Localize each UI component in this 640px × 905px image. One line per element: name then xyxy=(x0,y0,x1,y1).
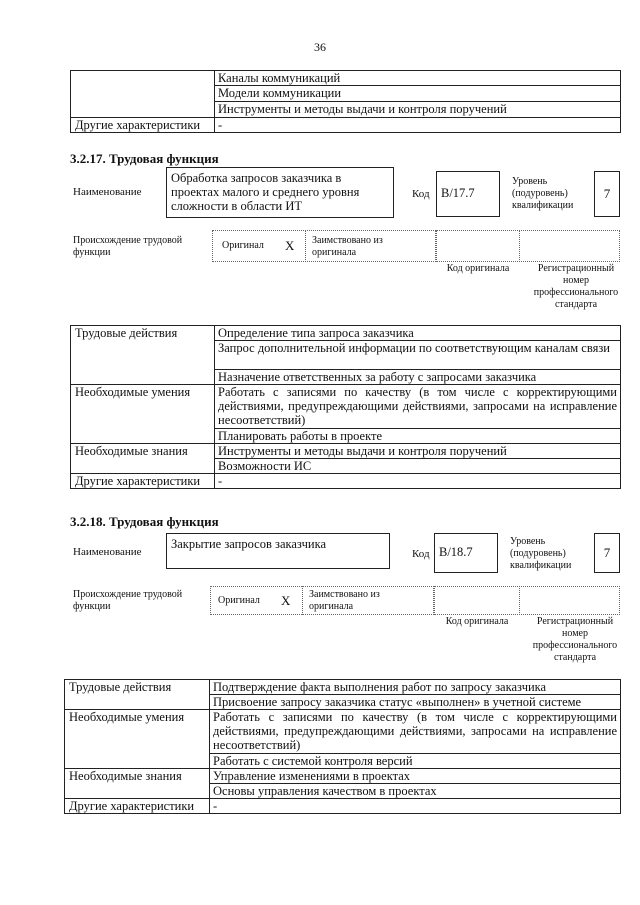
table-value-cell: Работать с записями по качеству (в том числе с корректирующими действиями, предупреждающими действиями, запросами на исправление несоответствий) xyxy=(215,385,621,429)
origin-label: Происхождение трудовой функции xyxy=(73,589,183,612)
table-label-cell xyxy=(71,71,215,118)
table-value-cell: Присвоение запросу заказчика статус «выполнен» в учетной системе xyxy=(210,695,621,710)
reg-number-label: Регистрационный номер профессионального стандарта xyxy=(532,616,618,663)
table-value-cell: Инструменты и методы выдачи и контроля поручений xyxy=(215,444,621,459)
level-label: Уровень (подуровень) квалификации xyxy=(510,536,572,571)
name-value-box xyxy=(166,533,390,569)
name-label: Наименование xyxy=(73,186,142,198)
table-value-cell: - xyxy=(210,799,621,814)
top-table xyxy=(70,70,621,133)
level-value: 7 xyxy=(603,186,611,201)
section-title: 3.2.18. Трудовая функция xyxy=(70,514,219,529)
table-label-cell: Необходимые знания xyxy=(65,769,210,799)
origin-label: Происхождение трудовой функции xyxy=(73,235,183,258)
original-label: Оригинал xyxy=(218,595,260,606)
section-table xyxy=(70,325,621,489)
code-value-box xyxy=(436,171,500,217)
code-original-box xyxy=(434,586,520,615)
table-value-cell: Основы управления качеством в проектах xyxy=(210,784,621,799)
code-original-label: Код оригинала xyxy=(446,263,510,274)
original-mark: X xyxy=(285,238,295,253)
code-label: Код xyxy=(412,548,430,560)
table-label-cell: Трудовые действия xyxy=(65,680,210,710)
table-value-cell: Назначение ответственных за работу с запросами заказчика xyxy=(215,370,621,385)
table-label-cell: Необходимые умения xyxy=(65,710,210,769)
table-value-cell: Определение типа запроса заказчика xyxy=(215,326,621,341)
level-value-box xyxy=(594,533,620,573)
code-value: B/17.7 xyxy=(441,186,475,200)
code-value: B/18.7 xyxy=(439,545,473,559)
table-value-cell: Работать с записями по качеству (в том числе с корректирующими действиями, предупреждающими действиями, запросами на исправление несоответствий) xyxy=(210,710,621,754)
borrowed-label: Заимствовано из оригинала xyxy=(309,589,380,612)
table-label-cell: Трудовые действия xyxy=(71,326,215,385)
level-label: Уровень (подуровень) квалификации xyxy=(512,176,574,211)
table-label-cell: Необходимые умения xyxy=(71,385,215,444)
original-mark: X xyxy=(281,593,291,608)
table-value-cell: Управление изменениями в проектах xyxy=(210,769,621,784)
table-label-cell: Другие характеристики xyxy=(71,118,215,133)
table-value-cell: Каналы коммуникаций xyxy=(215,71,621,86)
name-value-box xyxy=(166,167,394,218)
level-value: 7 xyxy=(603,545,611,560)
name-value: Обработка запросов заказчика в проектах малого и среднего уровня сложности в области ИТ xyxy=(171,171,360,213)
section-title: 3.2.17. Трудовая функция xyxy=(70,151,219,166)
table-label-cell: Другие характеристики xyxy=(71,474,215,489)
borrowed-label: Заимствовано из оригинала xyxy=(312,235,383,258)
page-number: 36 xyxy=(314,40,326,54)
code-label: Код xyxy=(412,188,430,200)
table-value-cell: Модели коммуникации xyxy=(215,86,621,102)
table-value-cell: Планировать работы в проекте xyxy=(215,429,621,444)
name-label: Наименование xyxy=(73,546,142,558)
table-label-cell: Необходимые знания xyxy=(71,444,215,474)
table-label-cell: Другие характеристики xyxy=(65,799,210,814)
code-original-box xyxy=(436,230,520,262)
reg-number-label: Регистрационный номер профессионального стандарта xyxy=(533,263,619,310)
code-value-box xyxy=(434,533,498,573)
name-value: Закрытие запросов заказчика xyxy=(171,537,327,551)
table-value-cell: Запрос дополнительной информации по соответствующим каналам связи xyxy=(215,341,621,370)
table-value-cell: Подтверждение факта выполнения работ по запросу заказчика xyxy=(210,680,621,695)
section-table xyxy=(64,679,621,814)
table-value-cell: Инструменты и методы выдачи и контроля поручений xyxy=(215,102,621,118)
table-value-cell: - xyxy=(215,118,621,133)
table-value-cell: Работать с системой контроля версий xyxy=(210,754,621,769)
original-label: Оригинал xyxy=(222,240,264,251)
table-value-cell: Возможности ИС xyxy=(215,459,621,474)
table-value-cell: - xyxy=(215,474,621,489)
code-original-label: Код оригинала xyxy=(445,616,509,627)
level-value-box xyxy=(594,171,620,217)
